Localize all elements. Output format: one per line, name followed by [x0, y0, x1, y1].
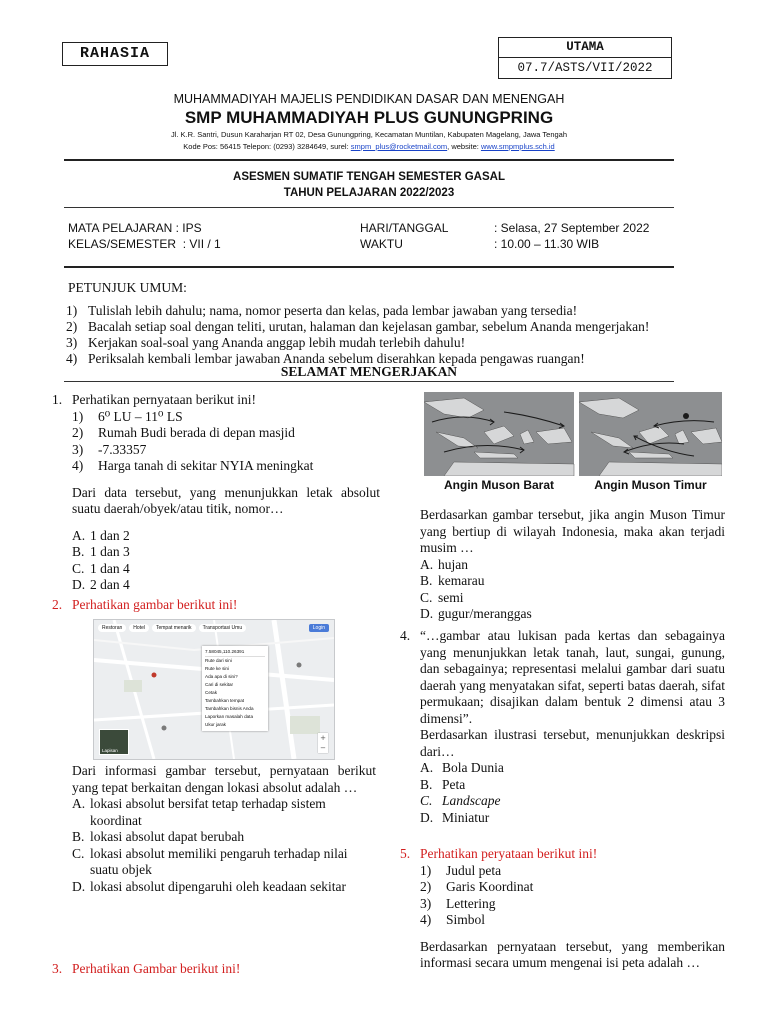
class-label: KELAS/SEMESTER : VII / 1 — [68, 237, 221, 251]
option-key: A. — [72, 796, 86, 811]
exam-year: TAHUN PELAJARAN 2022/2023 — [283, 187, 455, 199]
answer-option[interactable] — [72, 544, 380, 561]
statement-text: 6⁰ LU – 11⁰ LS — [98, 408, 183, 424]
question-text: Berdasarkan pernyataan tersebut, yang memberikan informasi secara umum mengenai isi peta adalah … — [420, 938, 725, 970]
doc-code-box — [498, 37, 672, 79]
question-stem: Perhatikan peryataan berikut ini! — [420, 846, 598, 861]
option-text: 1 dan 2 — [90, 527, 130, 543]
instruction-text: Kerjakan soal-soal yang Ananda anggap lebih mudah terlebih dahulu! — [88, 335, 466, 350]
question-4 — [400, 628, 725, 826]
statement-text: Judul peta — [446, 862, 502, 878]
map-menu-item[interactable]: Ada apa di sini? — [205, 674, 238, 679]
secret-label: RAHASIA — [79, 45, 150, 62]
website-link[interactable]: www.smpmplus.sch.id — [480, 142, 555, 151]
map-context-menu — [202, 646, 268, 731]
school-address: Jl. K.R. Santri, Dusun Karaharjan RT 02, Desa Gunungpring, Kecamatan Muntilan, Kabupaten Magelang, Jawa Tengah — [170, 130, 568, 139]
letterhead-divider — [64, 159, 674, 161]
option-key: C. — [420, 589, 433, 605]
map-menu-item[interactable]: Laporkan masalah data — [205, 714, 254, 719]
question-2-body — [72, 763, 376, 895]
answer-option[interactable] — [72, 561, 380, 578]
map-menu-item[interactable]: Rute ke sini — [205, 666, 230, 671]
statement-item — [420, 896, 725, 913]
statement-text: -7.33357 — [98, 441, 147, 457]
subject-label: MATA PELAJARAN : IPS — [68, 221, 202, 235]
option-key: D. — [72, 577, 86, 592]
statement-text: Harga tanah di sekitar NYIA meningkat — [98, 458, 314, 473]
statement-item — [72, 458, 380, 475]
answer-option[interactable] — [420, 606, 725, 623]
zoom-in-icon[interactable]: + — [320, 734, 326, 742]
statement-num: 4) — [72, 458, 84, 473]
option-text: lokasi absolut dapat berubah — [90, 829, 245, 844]
instruction-text: Periksalah kembali lembar jawaban Ananda sebelum diserahkan kepada pengawas ruangan! — [88, 351, 585, 366]
map-menu-item[interactable]: Rute dari sini — [205, 658, 232, 663]
instruction-text: Bacalah setiap soal dengan teliti, urutan, halaman dan kejelasan gambar, sebelum Ananda mengerjakan! — [88, 319, 650, 334]
statement-text: Lettering — [446, 895, 496, 911]
day-value: : Selasa, 27 September 2022 — [494, 221, 650, 235]
caption-east-monsoon: Angin Muson Timur — [594, 478, 707, 492]
secret-label-box — [62, 42, 168, 66]
question-number: 5. — [400, 846, 411, 861]
statement-text: Garis Koordinat — [446, 879, 534, 894]
statement-item — [420, 912, 725, 929]
contact-mid: , website: — [447, 142, 481, 151]
option-text: Bola Dunia — [442, 760, 504, 775]
instructions-title: PETUNJUK UMUM: — [68, 280, 187, 295]
map-menu-item[interactable]: Cari di sekitar — [205, 682, 234, 687]
question-stem: “…gambar atau lukisan pada kertas dan sebagainya yang menunjukkan letak tanah, laut, sungai, gunung, dan sebagainya; representasi melalui gambar dari suatu daerah yang menyatakan sifat, seperti batas daerah, sifat permukaan; disajikan dalam bentuk 2 dimensi atau 3 dimensi”. — [420, 628, 725, 726]
instruction-num: 1) — [66, 303, 78, 318]
statement-num: 4) — [420, 912, 432, 927]
map-screenshot — [93, 619, 335, 760]
option-text: lokasi absolut dipengaruhi oleh keadaan sekitar — [90, 878, 347, 894]
map-chip[interactable]: Hotel — [129, 624, 149, 632]
question-stem: Perhatikan pernyataan berikut ini! — [72, 392, 257, 407]
caption-west-monsoon: Angin Muson Barat — [444, 478, 554, 492]
answer-option[interactable] — [420, 760, 725, 777]
instructions-divider — [64, 381, 674, 382]
question-text: Dari informasi gambar tersebut, pernyataan berikut yang tepat berkaitan dengan lokasi absolut adalah … — [72, 763, 376, 795]
email-link[interactable]: smpm_plus@rocketmail.com — [350, 142, 448, 151]
answer-option[interactable] — [72, 879, 376, 896]
map-zoom-controls — [318, 733, 328, 753]
option-key: D. — [420, 809, 434, 825]
option-text: Peta — [442, 776, 466, 792]
question-stem: Perhatikan gambar berikut ini! — [72, 597, 238, 612]
instruction-text: Tulislah lebih dahulu; nama, nomor peserta dan kelas, pada lembar jawaban yang tersedia! — [88, 303, 578, 318]
option-text: Miniatur — [442, 809, 490, 825]
statement-num: 1) — [420, 862, 432, 878]
question-number: 2. — [52, 597, 63, 612]
doc-code: 07.7/ASTS/VII/2022 — [517, 61, 653, 75]
answer-option[interactable] — [72, 829, 376, 846]
map-chip-bar — [98, 624, 246, 632]
statement-num: 1) — [72, 408, 84, 424]
option-key: D. — [72, 878, 86, 894]
instructions-list — [66, 303, 686, 367]
instruction-item — [66, 319, 686, 335]
option-text: 1 dan 4 — [90, 560, 130, 576]
question-text: Berdasarkan ilustrasi tersebut, menunjukkan deskripsi dari… — [420, 727, 725, 759]
question-3-stem — [52, 961, 380, 978]
statement-item — [72, 409, 380, 426]
map-layer-label: Lapisan — [102, 748, 118, 753]
time-value: : 10.00 – 11.30 WIB — [494, 237, 600, 251]
question-3-body — [420, 507, 725, 623]
statement-num: 2) — [72, 425, 84, 440]
option-key: B. — [420, 776, 433, 792]
question-number: 4. — [400, 628, 411, 643]
answer-option[interactable] — [420, 557, 725, 574]
answer-option[interactable] — [420, 810, 725, 827]
primary-label: UTAMA — [499, 38, 671, 58]
option-key: B. — [72, 544, 85, 559]
option-text: hujan — [438, 556, 468, 572]
option-text: semi — [438, 589, 464, 605]
statement-num: 3) — [72, 441, 84, 457]
school-name: SMP MUHAMMADIYAH PLUS GUNUNGPRING — [184, 108, 554, 127]
answer-option[interactable] — [420, 573, 725, 590]
info-divider — [64, 266, 674, 268]
option-key: A. — [72, 527, 86, 543]
statement-item — [72, 425, 380, 442]
option-key: A. — [420, 556, 434, 572]
instruction-num: 4) — [66, 351, 78, 366]
closing-text: SELAMAT MENGERJAKAN — [280, 364, 458, 379]
day-label: HARI/TANGGAL — [360, 221, 449, 235]
answer-option[interactable] — [72, 846, 376, 879]
map-login-button[interactable]: Login — [309, 624, 329, 632]
option-key: D. — [420, 606, 434, 621]
option-key: A. — [420, 760, 434, 775]
question-number: 3. — [52, 961, 63, 976]
monsoon-maps-figure — [424, 392, 722, 496]
option-text: 2 dan 4 — [90, 577, 130, 592]
option-key: B. — [420, 573, 433, 588]
option-text: Landscape — [442, 793, 501, 808]
statement-text: Simbol — [446, 912, 486, 927]
map-menu-item[interactable]: Ukur jarak — [205, 722, 226, 727]
answer-option[interactable] — [420, 793, 725, 810]
question-5 — [400, 846, 725, 972]
instruction-item — [66, 335, 686, 351]
statement-num: 2) — [420, 879, 432, 894]
map-menu-item[interactable]: Tambahkan bisnis Anda — [205, 706, 254, 711]
option-key: C. — [420, 793, 433, 808]
question-stem: Perhatikan Gambar berikut ini! — [72, 961, 241, 976]
answer-option[interactable] — [72, 577, 380, 594]
instruction-item — [66, 303, 686, 319]
answer-option[interactable] — [72, 796, 376, 829]
statement-text: Rumah Budi berada di depan masjid — [98, 425, 295, 440]
question-2-stem — [52, 597, 380, 614]
answer-option[interactable] — [420, 777, 725, 794]
option-text: lokasi absolut memiliki pengaruh terhadap nilai suatu objek — [90, 845, 348, 877]
question-number: 1. — [52, 392, 63, 407]
question-text: Berdasarkan gambar tersebut, jika angin Muson Timur yang bertiup di wilayah Indonesia, maka akan terjadi musim … — [420, 507, 725, 555]
title-divider — [64, 207, 674, 208]
question-1 — [52, 392, 380, 594]
map-chip[interactable]: Tempat menarik — [152, 624, 196, 632]
statement-item — [72, 442, 380, 459]
statement-num: 3) — [420, 895, 432, 911]
map-chip[interactable]: Transportasi Umu — [199, 624, 247, 632]
contact-prefix: Kode Pos: 56415 Telepon: (0293) 3284649, surel: — [183, 142, 351, 151]
option-key: C. — [72, 560, 85, 576]
statement-item — [420, 879, 725, 896]
org-name: MUHAMMADIYAH MAJELIS PENDIDIKAN DASAR DAN MENENGAH — [173, 92, 565, 106]
question-text: Dari data tersebut, yang menunjukkan letak absolut suatu daerah/obyek/atau titik, nomor… — [72, 484, 380, 516]
answer-option[interactable] — [72, 528, 380, 545]
exam-title: ASESMEN SUMATIF TENGAH SEMESTER GASAL — [233, 171, 505, 183]
map-chip[interactable]: Restoran — [98, 624, 126, 632]
option-text: gugur/meranggas — [438, 606, 532, 621]
instruction-num: 3) — [66, 335, 78, 350]
map-menu-item[interactable]: Tambahkan tempat — [205, 698, 245, 703]
map-layer-button[interactable] — [99, 729, 129, 755]
answer-option[interactable] — [420, 590, 725, 607]
option-text: lokasi absolut bersifat tetap terhadap sistem koordinat — [90, 796, 326, 828]
option-text: kemarau — [438, 573, 485, 588]
zoom-out-icon[interactable]: − — [320, 744, 326, 752]
option-text: 1 dan 3 — [90, 544, 130, 559]
time-label: WAKTU — [360, 237, 403, 251]
statement-item — [420, 863, 725, 880]
option-key: B. — [72, 829, 85, 844]
map-menu-coords[interactable]: 7.58045,110.26391 — [205, 648, 265, 657]
map-menu-item[interactable]: Cetak — [205, 690, 218, 695]
instruction-num: 2) — [66, 319, 78, 334]
option-key: C. — [72, 845, 85, 861]
school-contact — [64, 142, 674, 151]
